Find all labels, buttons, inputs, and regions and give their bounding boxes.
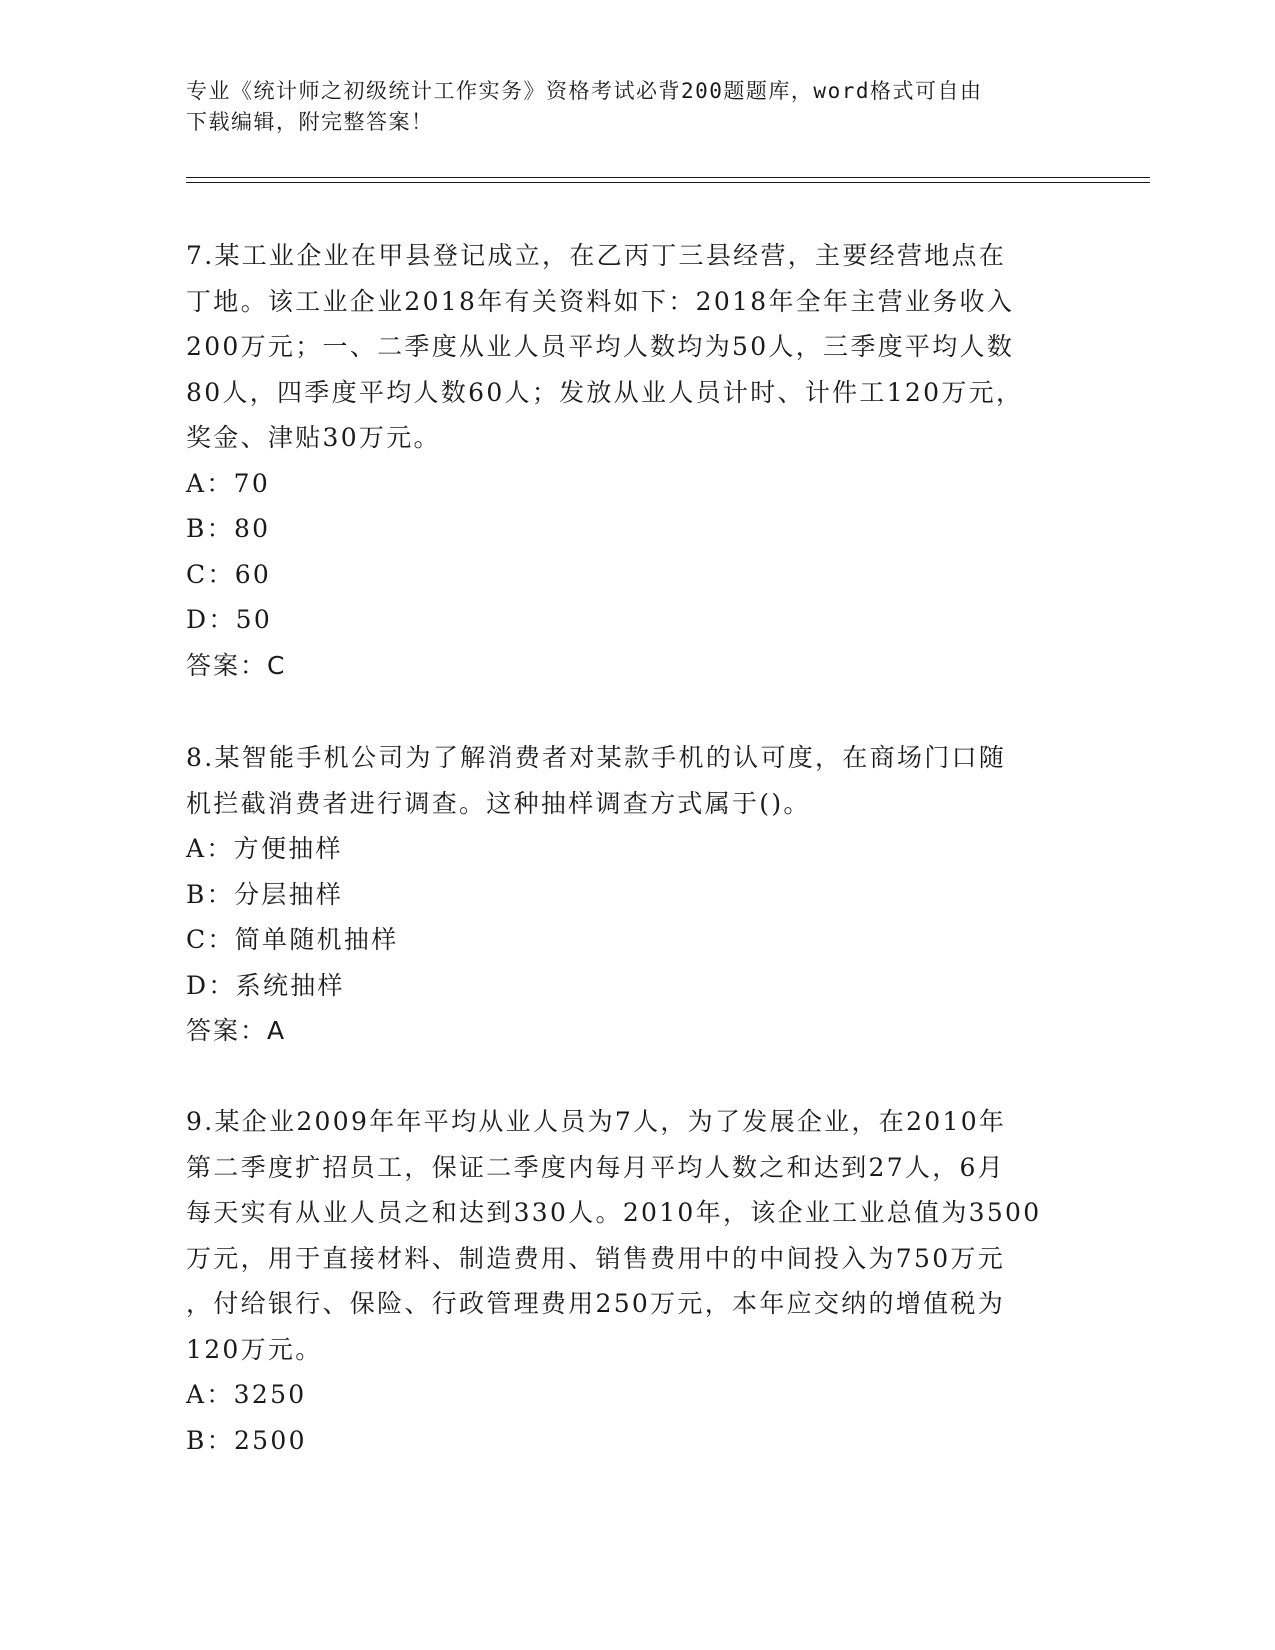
option-d: D：50 bbox=[186, 605, 273, 634]
question-stem-line: 80人，四季度平均人数60人；发放从业人员计时、计件工120万元， bbox=[186, 377, 1024, 407]
question-stem-line: 9.某企业2009年年平均从业人员为7人，为了发展企业，在2010年 bbox=[186, 1107, 1007, 1136]
question-stem-line: 奖金、津贴30万元。 bbox=[186, 423, 441, 452]
document-header bbox=[186, 76, 1066, 138]
option-a: A：70 bbox=[186, 468, 271, 498]
question-stem-line: 万元，用于直接材料、制造费用、销售费用中的中间投入为750万元 bbox=[186, 1243, 1006, 1273]
question-stem-line: 8.某智能手机公司为了解消费者对某款手机的认可度，在商场门口随 bbox=[186, 743, 1007, 772]
header-line: 专业《统计师之初级统计工作实务》资格考试必背200题题库，word格式可自由 bbox=[186, 79, 983, 103]
option-d: D：系统抽样 bbox=[186, 970, 345, 1000]
answer-line: 答案：C bbox=[186, 650, 287, 680]
question-stem-line: 机拦截消费者进行调查。这种抽样调查方式属于()。 bbox=[186, 788, 811, 818]
question-stem-line: ，付给银行、保险、行政管理费用250万元，本年应交纳的增值税为 bbox=[186, 1289, 1006, 1318]
option-a: A：方便抽样 bbox=[186, 834, 343, 863]
question-stem-line: 120万元。 bbox=[186, 1334, 323, 1364]
option-a: A：3250 bbox=[186, 1380, 307, 1409]
option-b: B：80 bbox=[186, 514, 271, 543]
header-divider bbox=[186, 177, 1150, 183]
header-line: 下载编辑，附完整答案！ bbox=[186, 110, 434, 134]
question-stem-line: 每天实有从业人员之和达到330人。2010年，该企业工业总值为3500 bbox=[186, 1198, 1042, 1227]
question-stem-line: 7.某工业企业在甲县登记成立，在乙丙丁三县经营，主要经营地点在 bbox=[186, 241, 1007, 270]
question-9 bbox=[186, 1099, 1086, 1463]
option-b: B：分层抽样 bbox=[186, 879, 344, 909]
question-7 bbox=[186, 233, 1086, 688]
option-c: C：60 bbox=[186, 559, 272, 589]
option-b: B：2500 bbox=[186, 1425, 307, 1455]
question-stem-line: 200万元；一、二季度从业人员平均人数均为50人，三季度平均人数 bbox=[186, 332, 1015, 361]
question-8 bbox=[186, 735, 1086, 1054]
option-c: C：简单随机抽样 bbox=[186, 925, 399, 954]
question-stem-line: 第二季度扩招员工，保证二季度内每月平均人数之和达到27人，6月 bbox=[186, 1152, 1006, 1182]
answer-line: 答案：A bbox=[186, 1016, 287, 1045]
question-stem-line: 丁地。该工业企业2018年有关资料如下：2018年全年主营业务收入 bbox=[186, 286, 1015, 316]
